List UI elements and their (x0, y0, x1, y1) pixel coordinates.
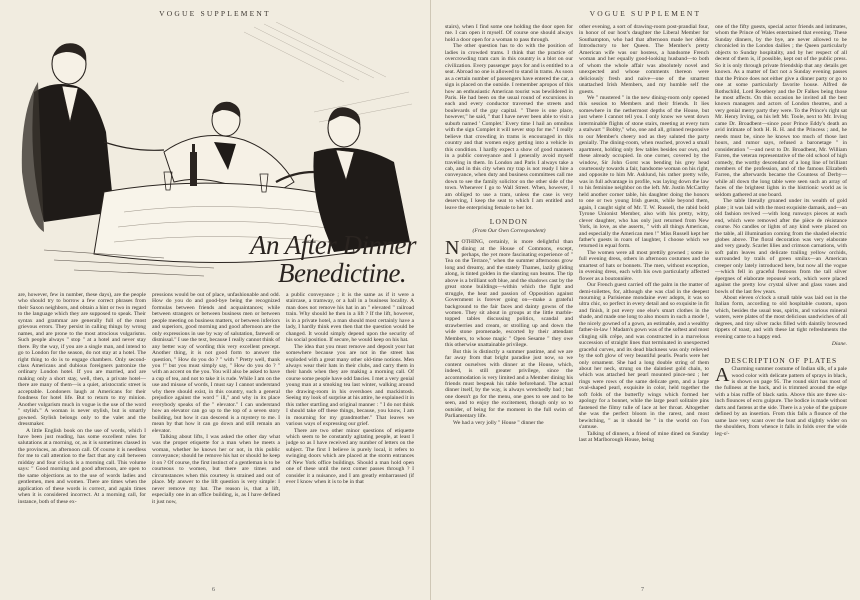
drop-cap-a: A (715, 364, 730, 387)
london-para-first: NOTHING, certainly, is more delightful than dining at the House of Commons, except, perhaps, the yet more fascinating experience of " Tea on the Terrace," when the summer afternoons grow long and dreamy, and the stately Thames, lazily gliding along, is tinted golden in the slanting sun beams. The tip above is a brilliant soft blue, and the shadows cast by the great stone buildings—within which the fight and struggle, the heat and passion of Opposition against Government is forever going on—make a grateful background to the fair faces and dainty gowns of the women. They sit about in groups at the little marble-topped tables discussing politics, scandal and strawberries and cream, or strolling up and down the wide stone promenade, escorted by their attendant Members, to whose magic " Open Sesame " they owe this otherwise unattainable privilege. (445, 237, 573, 349)
right-col2-para: other evening, a sort of drawing-room post-prandial four, in honor of our host's daughter the Liberal Member for Southampton, who had that afternoon made her début. Introductory to her Queen. The Member's pretty American wife was our hostess, a handsome French woman and her equally good-looking husband—to both of whom the whole affair was absolutely novel and unexpected and whose comments thereon were deliciously fresh and naive—one of the smartest unattached Irish Members, and my humble self the guests. (579, 24, 709, 95)
left-col3-para: The idea that you must remove and deposit your hat somewhere because you are not in the street has exploded with a great many other old-time notions. Men always wear their hats in their clubs, and carry them in their hands when they are making a morning call. Of course some people have odd fancies. I met a very genial young man at a smoking tea last winter, walking around the drawing-room in his overshoes and mackintosh. Seeing my look of surprise at his attire, he explained it in this rather startling and original manner : " I do not think I should take off these things, because, you know, I am in mourning for my grandmother." That leaves we various ways of expressing our grief. (286, 343, 414, 428)
right-col2-para: Our French guest carried off the palm in the matter of demi-toilettes, for, although she was clad in the deepest mourning a Parisienne mondaine ever adopts, it was so ultra chic, so perfect in every detail and so exquisite in fit and finish, it put every one else's smart clothes in the shade, and made one long to also mourn in such a mode !, the nicely gowned of a gown, an estimable, and a wealthy father-in-law ! Madam's gown was of the softest and most clinging silk crêpe, and was constructed in a marvelous succession of straight lines that terminated in unexpected graceful curves, and its dead blackness was only relieved by the soft glow of very beautiful pearls. Pearls were her only ornament. She had a long double string of them about her neck, strung on the daintiest gold chain, to which was attached her pearl mounted pince-nez ; her rings were rows of the same delicate gem, and a large oval-shaped pearl, exquisite in color, held together the soft folds of the butterfly wings which formed her apology for a bonnet, while the large pearl solitaire pins fastened the filmy tulle of lace at her throat. Altogether she was the perfect bloom in the rarest, and most bewitching, " as it should be " in the world on l'on s'amuse. (579, 282, 709, 431)
left-col1-para: are, however, few in number, these days), are the people who should try to borrow a few correct phrases from their Saxon neighbors, and obtain a hint or two in regard to the language which they are supposed to speak. Their syntax and grammar are generally full of the most grievous errors. They persist in calling things by wrong names, and are prone to the most atrocious vulgarisms. Such people always " stop " at a hotel and never stay there. By the way, if you are a single man, and intend to go to London for the season, do not stay at a hotel. The right thing to do is to engage chambers. Only second-class Americans and dubious foreigners patronize the ordinary London hotel. If you are married, and are making only a short stay, well, then, a private hotel—there are many of them—is a quiet, aristocratic street is acceptable. Londoners laugh at Americans for their fondness for hotel life. But to return to my minion. Another vulgarism much in vogue is the use of the word " stylish." A woman is never stylish, but is smartly gowned. Stylish belongs only to the valet and the dressmaker. (18, 292, 146, 428)
plates-para: A Charming summer costume of Indian silk, of a pale wood color with delicate pattern of sprays in black, is shown on page 95. The round skirt has most of the fullness at the back, and is trimmed around the edge with a bias ruffle of black satin. Above this are three six-inch flounces of ecru guipure. The bodice is made without darts and fastens at the side. There is a yoke of the guipure defined by an insertion. From this falls a flounce of the same lace very scant over the bust and slightly wider on the shoulders, from whence it falls in folds over the wide leg-o'- (715, 364, 847, 437)
right-col3-para: The table literally groaned under its wealth of gold plate ; it was laid with the most exquisite damask, and—an old fashion revived —with long runways pieces at each end, which were removed after the pièce de résistance course. No candles or lights of any kind were placed on the table, all illumination coming from the shaded electric globes above. The floral decoration was very elaborate and very gaudy. Scarlet lilies and crimson carnations, with soft palm leaves and delicate trailing yellow orchids, surrounded by trails of green smilax—an American creeper only lately introduced here, but now all the vogue—which fell in graceful festoons from the tall silver épergnes of elaborate repoussé work, which were placed against the pretty low crystal silver and glass vases and bowls of the last few years. (715, 198, 847, 295)
drop-cap-n: N (445, 237, 460, 260)
right-col3-para: one of the fifty guests, special actor friends and intimates, whom the Prince of Wales entertained that evening. These Sunday dinners, by the bye, are never allowed to be chronicled in the London dailies ; the Queen particularly objects to Sunday hospitality, and by her respect of all decent of them is, if possible, kept out of the public press. So it is only through private friendship that any details get known. As a matter of fact not a Sunday evening passes that the Prince does not either give a dinner party or go to one at some particularly favorite house. Alfred de Rothschild, Lord Rosebery and the Dr Falkes being those he most affects. On this occasion he invited all the best known managers and actors of London theatres, and a very genial merry party they were. To the Prince's right sat Mr. Henry Irving, on his left Mr. Toole, next to Mr. Irving came Dr. Broadbent—since poor Prince Eddy's death an avid intimate of both H. R. H. and the Princess ; and, he needs must be, since he knows too much of those last hours, and rumor says, refused a baronetage " in consideration "—and next to Dr. Broadbent, Mr. William Farren, the veteran representative of the old school of high comedy, the worthy descendant of a long line of brilliant members of the profession, and of the famous Elizabeth Farren, the afterwards became the Countess of Derby—while all down the long table were seen such an array of faces of the brightest lights in the histrionic world as is seldom gathered at one board. (715, 24, 847, 198)
page-number-right: 7 (641, 587, 644, 593)
left-col3-para: a public conveyance ; it is the same as if it were a staircase, a tramway, or a hall in a business locality. A man does not remove his hat in an " elevated " railroad train. Why should he then in a lift ? If the lift, however, is in a private hotel, a man should most certainly have a lady, I hardly think even then that the question would be changed. It would simply depend upon the security of his social position. If secure, he would keep on his hat. (286, 292, 414, 344)
left-col2-para: pressions would be out of place, unfashionable and odd. How do you do and good-bye being the recognized formulas between friends and acquaintances; while between strangers or between business men or between people meeting on business matters, or between inferiors and superiors, good morning and good afternoon are the only expressions in use by way of salutation, farewell or dismissal." I use the text, because I really cannot think of any better way of wording this very excellent precept. Another thing, it is not good form to answer the question, " How do you do ? " with " Pretty well, thank you !" but you must simply say, " How do you do ? " with an accent on the you. You will also be asked to have a cup of tea, and not to take it is rude. While I am on the use and misuse of words, I must say I cannot understand why there should exist, in this country, such a general prejudice against the word " ill," and why in its place everybody speaks of the " elevator." I can understand how an elevator can go up to the top of a seven story building, but how it can descend is a mystery to me. I mean by that how it can go down and still remain an elevator. (152, 292, 280, 434)
right-column-2 (579, 24, 709, 590)
london-para: We had a very jolly " House " dinner the (453, 419, 544, 426)
right-col2-para: The women were all most prettily gowned ; some in full evening dress, others in afternoon costumes and the smartest of hats or bonnets. The men, without exception, in evening dress, each with his own particularly affected flower as a boutonnière. (579, 249, 709, 282)
right-col1-para: stairs), when I find some one holding the door open for me. I can open it myself. Of course one should always hold a door open for a woman to pass through. (445, 24, 573, 43)
right-column-1 (445, 24, 573, 590)
left-col2-para: Talking about lifts, I was asked the other day what was the proper etiquette for a man when he meets a woman, whether he knows her or not, in this public conveyance; should he remove his hat or should he keep it on ? Of course, the first instinct of a gentleman is to be courteous to women, but there are times and circumstances when this courtesy is strained and out of place. My answer to the lift question is very simple: I never remove my hat. The reason is, that a lift, especially one in an office building, is, as I have defined it just now, (152, 433, 280, 505)
plates-heading: DESCRIPTION OF PLATES (724, 355, 838, 365)
right-col3-para: About eleven o'clock a small table was laid out in the Italian form, according to old hospitable custom, upon which, besides the usual teas, spirits, and various mineral waters, were plates of the most delicious sandwiches of all degrees, and tiny silver racks filled with daintily browned tippets of toast, and with these lat tight refreshments the evening came to a happy end. (715, 295, 847, 340)
running-head-left: VOGUE SUPPLEMENT (159, 9, 271, 18)
right-col2-para: We " mustered " in the new dining-room only opened this session to Members and their friends. It lies somewhere in the nethermost depths of the House, but just where I cannot tell you. I only know we went down interminable flights of stone stairs, meeting at every turn a stalwart " Bobby," who, one and all, grinned responsive to our Member's cheery nod as they saluted the party genially. The dining-room, when reached, proved a small apartment, holding only few tables besides our own, and these already occupied. In one corner, covered by the window, Sir John Gorst was bending his grey head courteously towards a fair, handsome woman on his right, and opposite to him Mr. Asklund, his rather pretty wife, was in full advantage in profile, was laying down the law to his feminine neighbor on the left. Mr. Justin McCarthy held another corner table, his daughter doing the honors to one or two young Irish guests, while beyond them, again, I caught sight of Mr. T. W. Russell, the rabid bold Tyrone Unionist Member, also with his pretty, witty, clever daughter, who has only just returned from New York, in love, as she asserts, " with all things American, and especially the American men !" Miss Russell kept her father's guests in roars of laughter, I choose which we returned in equal form. (579, 94, 709, 250)
right-col2-para: Talking of dinners, a friend of mine dined on Sunday last at Marlborough House, being (579, 430, 709, 443)
left-col1-para: A little English book on the use of words, which I have been just reading, has some excellent rules for salutations at a morning, or, as it is sometimes classed in the provinces, an afternoon call. Of course it is needless for me to call attention to the fact that any call between midday and four o'clock is a morning call. This volume says: " Good morning and good afternoon, are open to the same objections as to the use of words ladies and gentlemen, men and women. There are times when the application of these words is correct, and again times when it is considered incorrect. At a morning call, for instance, both of these ex- (18, 427, 146, 505)
illustration-title-line1: An After Dinner (250, 230, 416, 260)
right-col1-para: The other question has to do with the position of ladies in crowded trams. I think that the practice of overcrowding tram cars in this country is a blot on our civilization. Every passenger pays for and is entitled to a seat. Abroad no one is allowed to stand in trams. As soon as a certain number of passengers have entered the car, a sign is placed on the outside. I remember apropos of this how an enthusiastic American tourist was bewildered in Paris. He had been on the usual round of excursions in each and every conductor traversed the streets and boulevards of the gay capital. " There is one place, however," he said, " that I have never been able to visit a suburb named ' Complet.' Every time I hail an omnibus with the sign Complet it will never stop for me." I really believe that crowding in trams is encouraged in this country and that women enjoy getting into a vehicle in this condition. I hardly expect a show of good manners in a public conveyance and I generally avoid myself traveling in them. In London and Paris I always take a cab, and in this city when my trap is not ready I hire a conveyance, when duty and business committees call me down to see the family solicitor on the other side of the town. Whenever I go to Wall Street. When, however, I am obliged to use a tram, unless the case is very deserving, I keep the seat to which I am entitled and leave the enterprising female to her lot. (445, 43, 573, 211)
left-column-2 (152, 292, 280, 588)
running-head-right: VOGUE SUPPLEMENT (589, 9, 702, 18)
left-column-1 (18, 292, 146, 588)
illustration-title-line2: Benedictine. (278, 258, 407, 288)
london-para: But this is distinctly a summer pastime, and we are far away from that bright paradise just now, so we content ourselves with dinner at the House, which, indeed, is still greater privilege, since the accommodation is very limited and a Member dining his friends must bespeak his table beforehand. The actual dinner itself, by the way, is always wretchedly bad ; but one doesn't go for the menu, one goes to see and to be seen, and to enjoy the excitement, though only so to outsider, of being for the moment in the full swim of Parliamentary life. (445, 348, 573, 420)
london-subhead: (From Our Own Correspondent) (472, 227, 546, 234)
left-column-3 (286, 292, 414, 588)
right-page (430, 0, 860, 600)
left-col3-para: There are two other minor questions of etiquette which seem to be constantly agitating people, at least I judge so as I have received any number of letters on the subject. The first I believe is purely local, it refers to swinging doors which are placed at the storm entrances of New York office buildings. Should a man hold open one of these until the next comer passes through ? I consider it a nuisance, and I am greatly embarrassed (if ever I know when it is to be in that (286, 427, 414, 486)
right-column-3 (715, 24, 847, 590)
signature-diane: Diane. (831, 341, 847, 348)
london-heading: LONDON (489, 217, 529, 227)
page-number-left: 6 (212, 587, 215, 593)
